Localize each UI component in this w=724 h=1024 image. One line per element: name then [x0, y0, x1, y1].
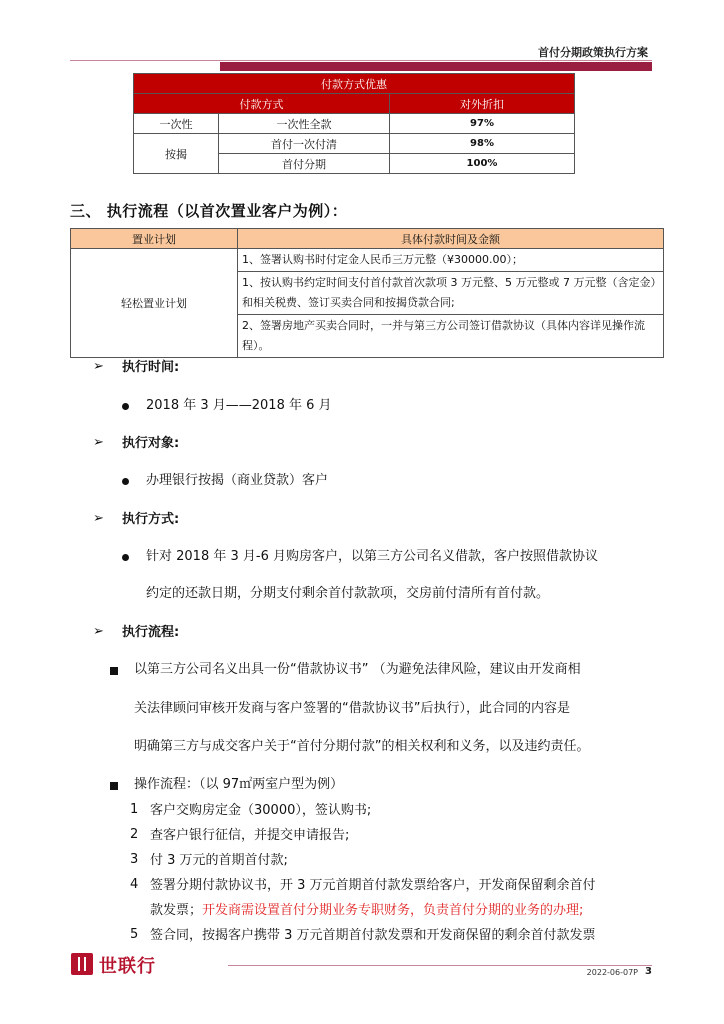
step-text-highlight: 开发商需设置首付分期业务专职财务，负责首付分期的业务的办理; [202, 903, 584, 918]
discount-table-title: 付款方式优惠 [134, 74, 575, 94]
exec-time-value: 2018 年 3 月——2018 年 6 月 [146, 398, 332, 413]
procedure-heading: 操作流程：（以 97㎡两室户型为例） [134, 777, 344, 792]
step-text: 客户交购房定金（30000），签认购书; [150, 803, 372, 818]
plan-name-cell: 轻松置业计划 [71, 249, 238, 358]
plan-table-header-plan: 置业计划 [71, 229, 238, 249]
page-number: 3 [645, 966, 652, 977]
step-text: 付 3 万元的首期首付款; [150, 853, 288, 868]
header-divider [70, 60, 652, 61]
plan-detail-cell: 2、签署房地产买卖合同时，一并与第三方公司签订借款协议（具体内容详见操作流程）。 [238, 315, 664, 358]
step-number: 2 [130, 827, 139, 842]
company-logo-text: 世联行 [99, 956, 156, 977]
footer-date: 2022-06-07P [586, 968, 638, 977]
exec-target-value: 办理银行按揭（商业贷款）客户 [146, 473, 329, 488]
footer-divider [228, 965, 652, 966]
discount-table-header-method: 付款方式 [134, 94, 390, 114]
discount-value-cell: 98% [390, 134, 575, 154]
step-number: 5 [130, 927, 139, 942]
plan-table-header-details: 具体付款时间及金额 [238, 229, 664, 249]
discount-method-cell: 一次性全款 [219, 114, 390, 134]
exec-flow-paragraph-line: 明确第三方与成交客户关于“首付分期付款”的相关权利和义务，以及违约责任。 [134, 739, 590, 754]
discount-table-header-discount: 对外折扣 [390, 94, 575, 114]
exec-flow-label: 执行流程: [122, 625, 180, 640]
discount-method-cell: 首付分期 [219, 154, 390, 174]
bullet-dot-icon [122, 554, 129, 561]
square-bullet-icon [110, 667, 118, 675]
header-accent-bar [220, 62, 652, 71]
exec-time-label: 执行时间: [122, 360, 180, 375]
discount-value-cell: 97% [390, 114, 575, 134]
section-heading: 三、 执行流程（以首次置业客户为例）： [70, 202, 348, 220]
step-text-cont: 款发票； [150, 903, 203, 918]
step-text: 签合同，按揭客户携带 3 万元首期首付款发票和开发商保留的剩余首付款发票 [150, 928, 596, 943]
step-text-continued [150, 902, 583, 920]
company-logo-icon [71, 953, 93, 975]
step-text: 查客户银行征信，并提交申请报告; [150, 828, 350, 843]
discount-group-cell: 按揭 [134, 134, 219, 174]
arrow-bullet-icon: ➢ [93, 624, 104, 639]
discount-method-cell: 首付一次付清 [219, 134, 390, 154]
plan-detail-cell: 1、签署认购书时付定金人民币三万元整（¥30000.00）； [238, 249, 664, 272]
exec-flow-paragraph-line: 以第三方公司名义出具一份“借款协议书” （为避免法律风险，建议由开发商相 [134, 662, 581, 677]
step-text: 签署分期付款协议书，开 3 万元首期首付款发票给客户，开发商保留剩余首付 [150, 878, 596, 893]
step-number: 4 [130, 877, 139, 892]
discount-table [133, 73, 575, 174]
square-bullet-icon [110, 782, 118, 790]
exec-target-label: 执行对象: [122, 436, 180, 451]
exec-method-line: 针对 2018 年 3 月-6 月购房客户，以第三方公司名义借款，客户按照借款协议 [146, 549, 598, 564]
step-number: 3 [130, 852, 139, 867]
exec-method-line: 约定的还款日期，分期支付剩余首付款款项，交房前付清所有首付款。 [146, 586, 550, 601]
exec-method-label: 执行方式: [122, 512, 180, 527]
arrow-bullet-icon: ➢ [93, 511, 104, 526]
discount-group-cell: 一次性 [134, 114, 219, 134]
bullet-dot-icon [122, 403, 129, 410]
plan-detail-cell: 1、按认购书约定时间支付首付款首次款项 3 万元整、5 万元整或 7 万元整（含定金）和相关税费、签订买卖合同和按揭贷款合同; [238, 272, 664, 315]
plan-table [70, 228, 664, 358]
discount-value-cell: 100% [390, 154, 575, 174]
exec-flow-paragraph-line: 关法律顾问审核开发商与客户签署的“借款协议书”后执行），此合同的内容是 [134, 701, 570, 716]
bullet-dot-icon [122, 478, 129, 485]
step-number: 1 [130, 802, 139, 817]
arrow-bullet-icon: ➢ [93, 435, 104, 450]
arrow-bullet-icon: ➢ [93, 359, 104, 374]
document-header-title: 首付分期政策执行方案 [538, 46, 648, 59]
